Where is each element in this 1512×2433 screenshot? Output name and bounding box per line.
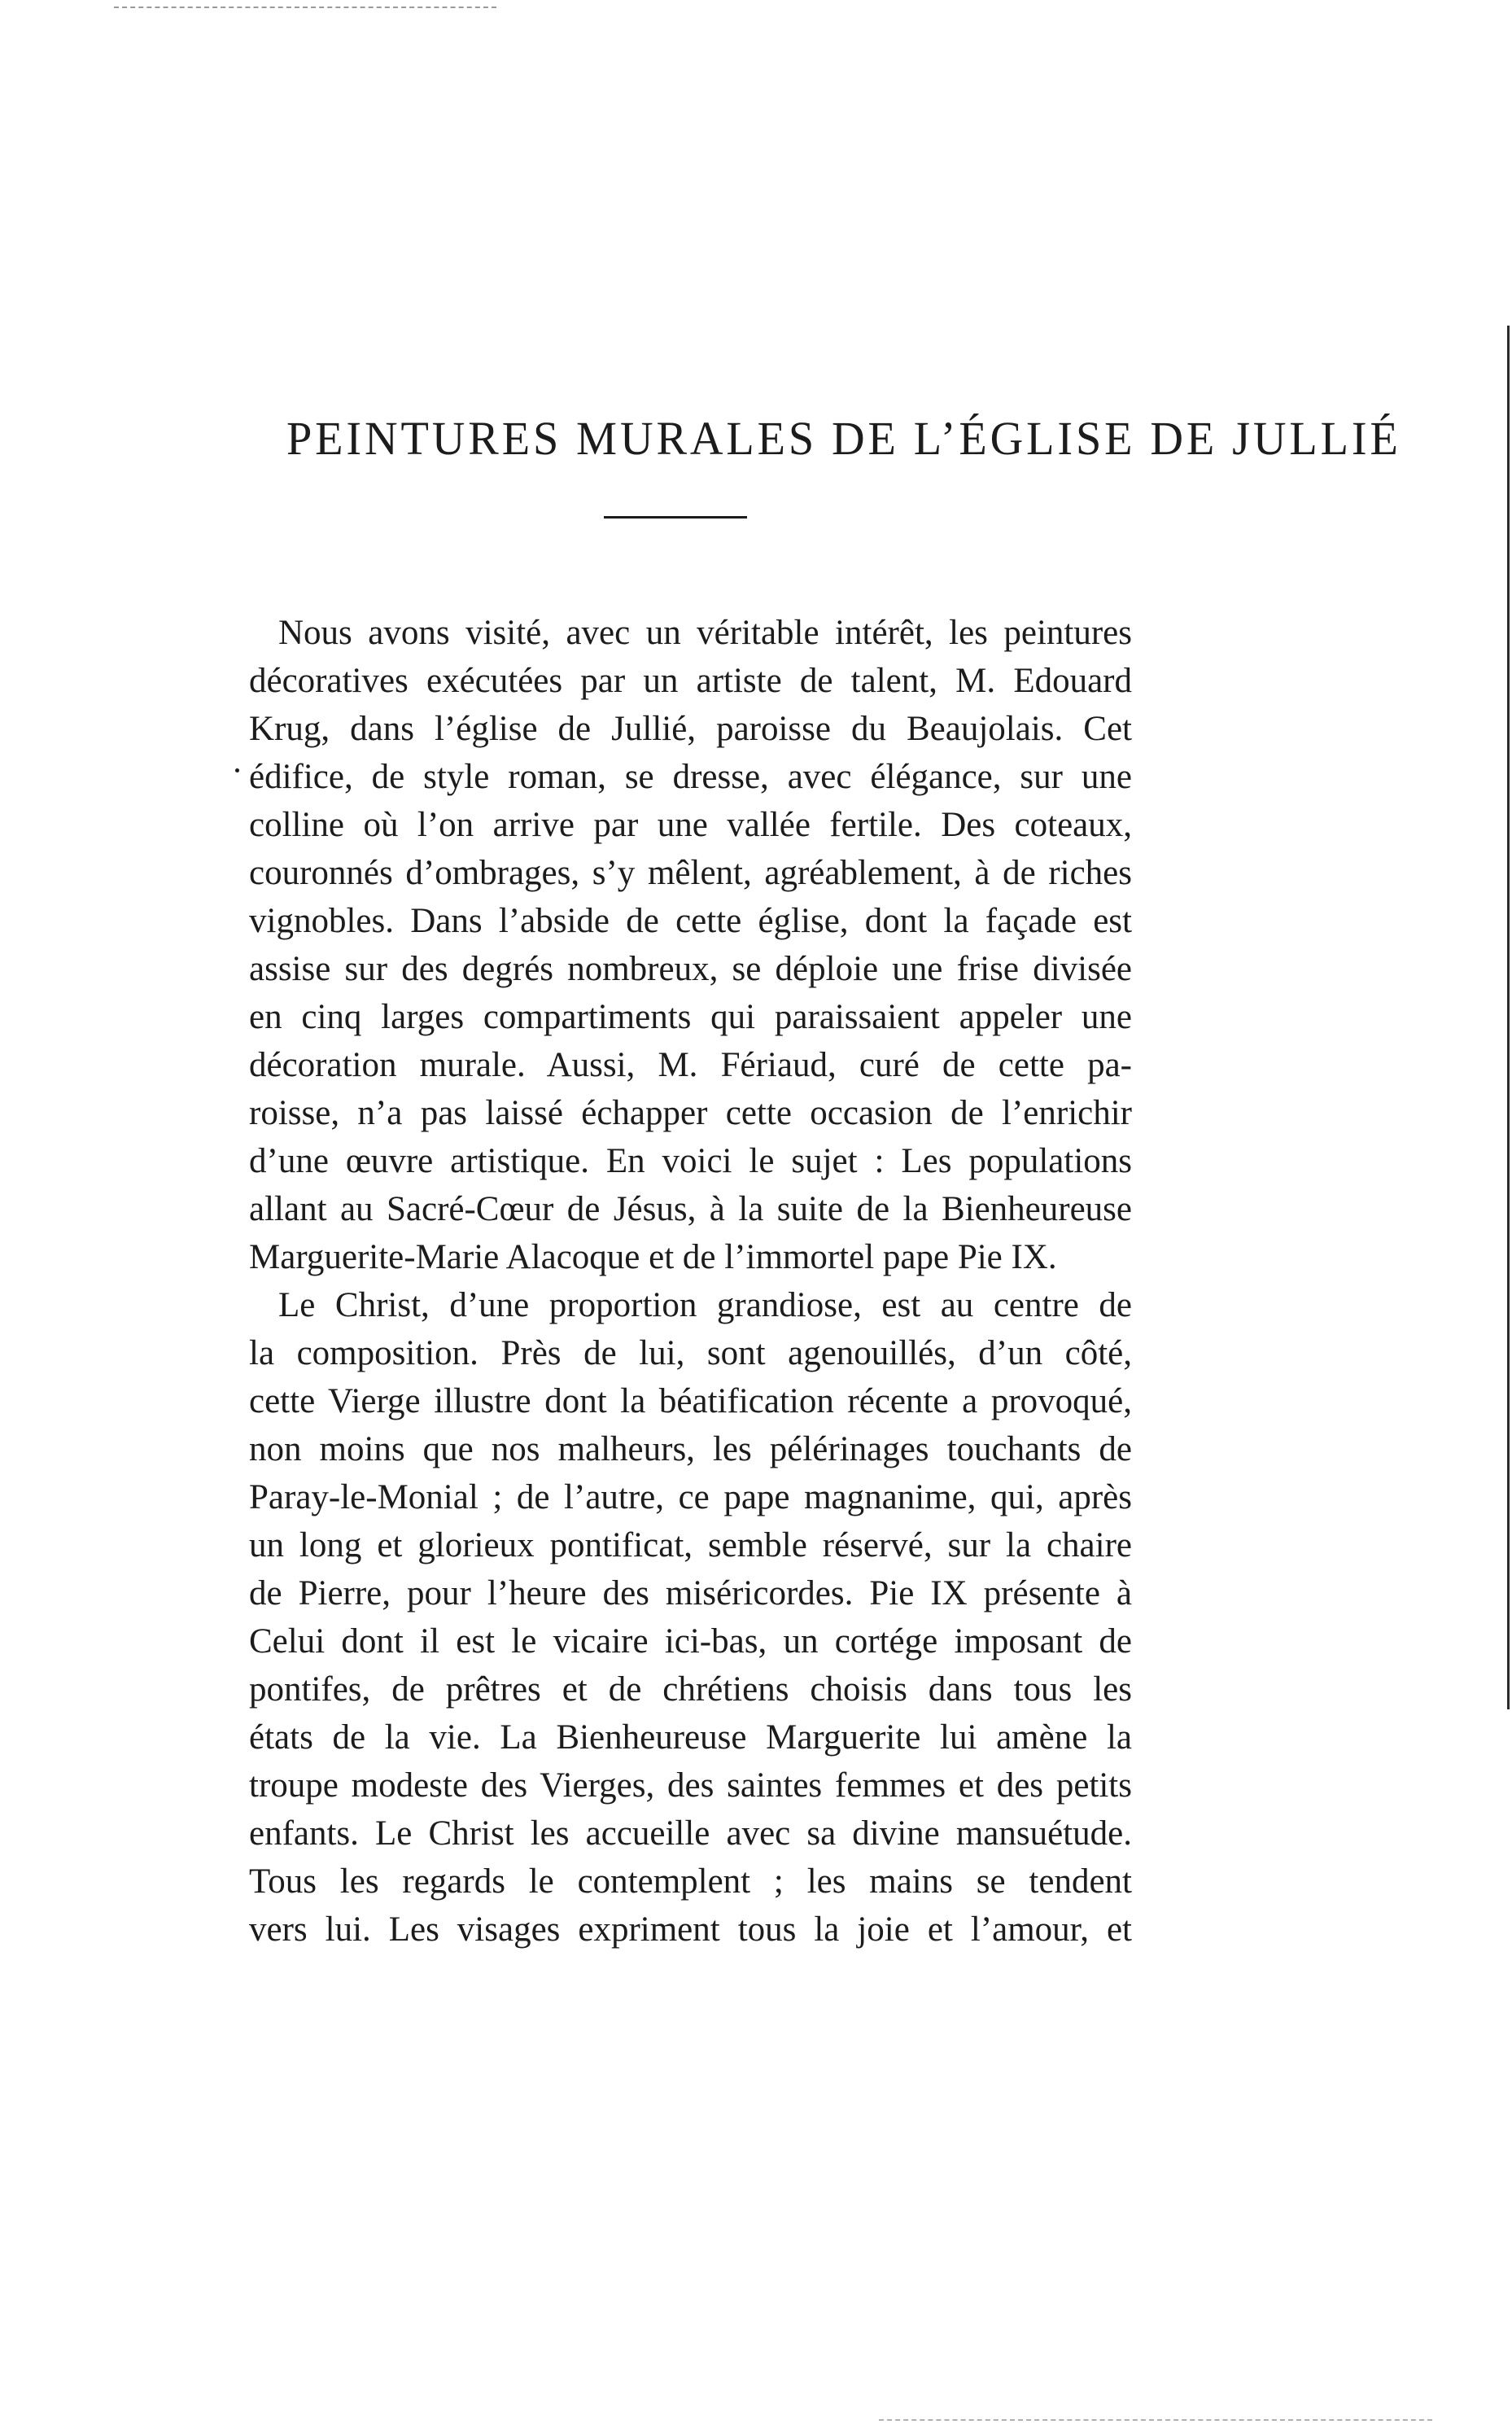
text-line: allant au Sacré-Cœur de Jésus, à la suite de la Bienheureuse <box>249 1190 1132 1228</box>
text-line: vignobles. Dans l’abside de cette église, dont la façade est <box>249 902 1132 940</box>
text-line: d’une œuvre artistique. En voici le sujet : Les populations <box>249 1142 1132 1180</box>
text-line: Krug, dans l’église de Jullié, paroisse du Beaujolais. Cet <box>249 710 1132 748</box>
text-line: édifice, de style roman, se dresse, avec élégance, sur une <box>249 758 1132 796</box>
text-line: de Pierre, pour l’heure des miséricordes. Pie IX présente à <box>249 1574 1132 1613</box>
text-line: pontifes, de prêtres et de chrétiens choisis dans tous les <box>249 1670 1132 1709</box>
text-line: Tous les regards le contemplent ; les mains se tendent <box>249 1862 1132 1901</box>
paragraph-2 <box>249 1281 1132 1954</box>
text-line: couronnés d’ombrages, s’y mêlent, agréablement, à de riches <box>249 854 1132 892</box>
top-edge-rule <box>114 7 496 8</box>
text-line: non moins que nos malheurs, les pélérinages touchants de <box>249 1430 1132 1468</box>
text-line: Paray-le-Monial ; de l’autre, ce pape magnanime, qui, après <box>249 1478 1132 1516</box>
text-line: vers lui. Les visages expriment tous la joie et l’amour, et <box>249 1910 1132 1949</box>
text-line: cette Vierge illustre dont la béatification récente a provoqué, <box>249 1382 1132 1420</box>
text-line: états de la vie. La Bienheureuse Marguerite lui amène la <box>249 1718 1132 1757</box>
text-line: Celui dont il est le vicaire ici-bas, un cortége imposant de <box>249 1622 1132 1661</box>
bottom-edge-rule <box>879 2419 1432 2421</box>
title-divider <box>604 516 747 519</box>
text-line: décoration murale. Aussi, M. Fériaud, curé de cette pa- <box>249 1046 1132 1084</box>
text-line: Nous avons visité, avec un véritable intérêt, les peintures <box>278 614 1132 652</box>
text-line: en cinq larges compartiments qui paraissaient appeler une <box>249 998 1132 1036</box>
text-line: colline où l’on arrive par une vallée fertile. Des coteaux, <box>249 806 1132 844</box>
text-line: la composition. Près de lui, sont agenouillés, d’un côté, <box>249 1334 1132 1372</box>
text-line: Marguerite-Marie Alacoque et de l’immortel pape Pie IX. <box>249 1238 1057 1276</box>
text-line: décoratives exécutées par un artiste de talent, M. Edouard <box>249 662 1132 700</box>
text-line: roisse, n’a pas laissé échapper cette occasion de l’enrichir <box>249 1094 1132 1132</box>
text-line: Le Christ, d’une proportion grandiose, est au centre de <box>278 1286 1132 1324</box>
page-title: PEINTURES MURALES DE L’ÉGLISE DE JULLIÉ <box>286 412 1401 465</box>
text-line: un long et glorieux pontificat, semble réservé, sur la chaire <box>249 1526 1132 1564</box>
text-line: enfants. Le Christ les accueille avec sa divine mansuétude. <box>249 1814 1132 1853</box>
page-edge-line <box>1507 326 1510 1709</box>
text-line: assise sur des degrés nombreux, se déploie une frise divisée <box>249 950 1132 988</box>
paragraph-1 <box>249 609 1132 1281</box>
text-line: troupe modeste des Vierges, des saintes femmes et des petits <box>249 1766 1132 1805</box>
margin-mark <box>235 768 239 772</box>
body-text <box>249 609 1132 1954</box>
